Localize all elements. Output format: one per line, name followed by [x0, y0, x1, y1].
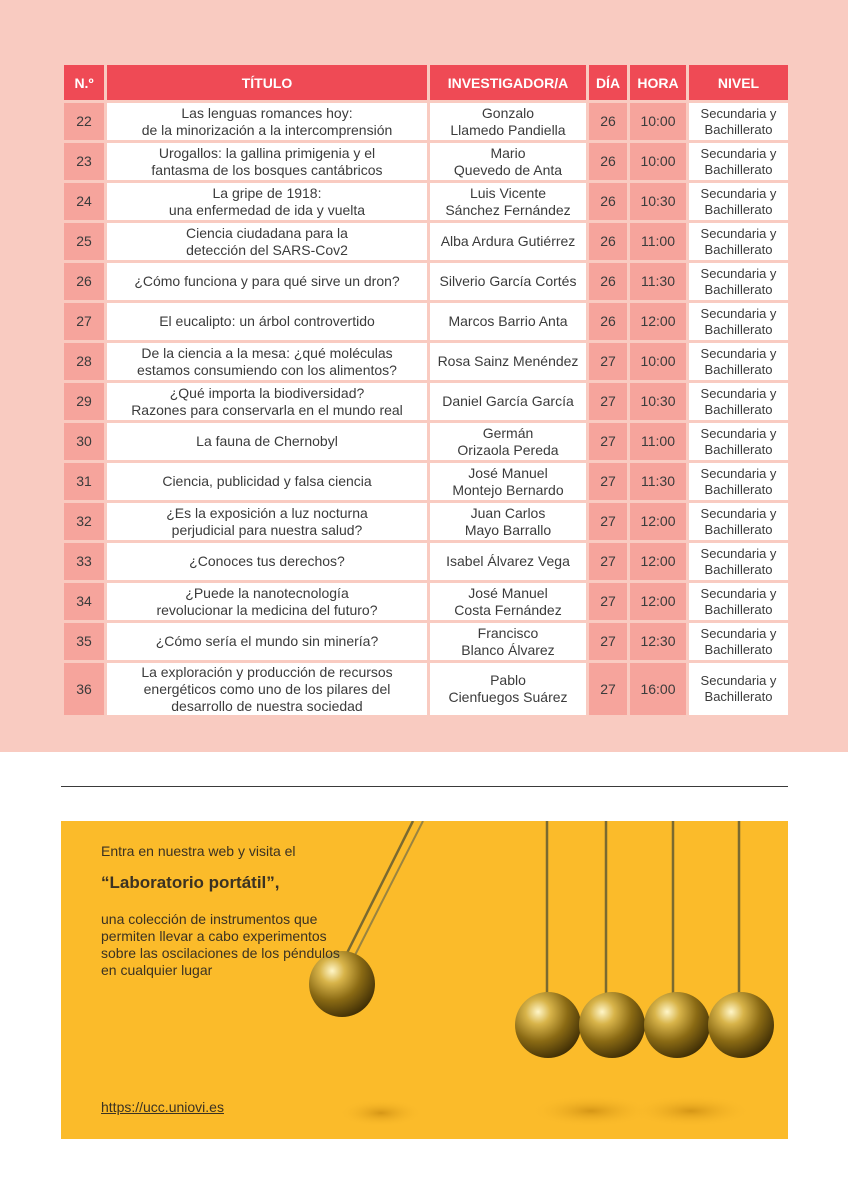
cell-titulo: El eucalipto: un árbol controvertido: [107, 303, 427, 340]
cell-nivel: Secundaria y Bachillerato: [689, 303, 788, 340]
header-num: N.º: [64, 65, 104, 100]
cell-nivel: Secundaria y Bachillerato: [689, 143, 788, 180]
promo-description: una colección de instrumentos que permiten llevar a cabo experimentos sobre las oscilaciones de los péndulos en cualquier lugar: [101, 911, 340, 978]
cell-nivel: Secundaria y Bachillerato: [689, 263, 788, 300]
cell-investigador: Silverio García Cortés: [430, 263, 586, 300]
table-row: [64, 623, 788, 660]
cell-num: 36: [64, 663, 104, 715]
cell-num: 24: [64, 183, 104, 220]
cell-num: 27: [64, 303, 104, 340]
cell-titulo: La fauna de Chernobyl: [107, 423, 427, 460]
header-titulo: TÍTULO: [107, 65, 427, 100]
pendulum-ball: [644, 992, 710, 1058]
table-header-row: [64, 65, 788, 100]
cell-hora: 11:00: [630, 223, 686, 260]
cell-titulo: ¿Qué importa la biodiversidad? Razones para conservarla en el mundo real: [107, 383, 427, 420]
cell-hora: 11:00: [630, 423, 686, 460]
cell-investigador: Rosa Sainz Menéndez: [430, 343, 586, 380]
cell-dia: 27: [589, 623, 627, 660]
cell-titulo: Ciencia, publicidad y falsa ciencia: [107, 463, 427, 500]
cell-num: 28: [64, 343, 104, 380]
cell-num: 35: [64, 623, 104, 660]
divider-rule: [61, 786, 788, 787]
cell-nivel: Secundaria y Bachillerato: [689, 223, 788, 260]
cell-dia: 27: [589, 583, 627, 620]
header-nivel: NIVEL: [689, 65, 788, 100]
table-row: [64, 263, 788, 300]
cell-dia: 27: [589, 663, 627, 715]
header-hora: HORA: [630, 65, 686, 100]
cell-investigador: José Manuel Montejo Bernardo: [430, 463, 586, 500]
cell-nivel: Secundaria y Bachillerato: [689, 183, 788, 220]
cell-nivel: Secundaria y Bachillerato: [689, 463, 788, 500]
cell-investigador: Germán Orizaola Pereda: [430, 423, 586, 460]
cell-dia: 26: [589, 183, 627, 220]
cell-num: 23: [64, 143, 104, 180]
header-dia: DÍA: [589, 65, 627, 100]
cell-titulo: ¿Cómo funciona y para qué sirve un dron?: [107, 263, 427, 300]
cell-titulo: Las lenguas romances hoy: de la minorización a la intercomprensión: [107, 103, 427, 140]
cell-investigador: Francisco Blanco Álvarez: [430, 623, 586, 660]
schedule-table: [61, 62, 791, 718]
cell-nivel: Secundaria y Bachillerato: [689, 343, 788, 380]
cell-hora: 10:00: [630, 103, 686, 140]
pendulum-ball: [708, 992, 774, 1058]
cell-investigador: Gonzalo Llamedo Pandiella: [430, 103, 586, 140]
cell-investigador: José Manuel Costa Fernández: [430, 583, 586, 620]
cell-hora: 11:30: [630, 263, 686, 300]
table-row: [64, 103, 788, 140]
cell-hora: 12:30: [630, 623, 686, 660]
cell-investigador: Isabel Álvarez Vega: [430, 543, 586, 580]
cell-dia: 26: [589, 143, 627, 180]
cell-investigador: Daniel García García: [430, 383, 586, 420]
promo-box: [61, 821, 788, 1139]
table-row: [64, 503, 788, 540]
pendulum-ball: [515, 992, 581, 1058]
cell-titulo: Ciencia ciudadana para la detección del SARS-Cov2: [107, 223, 427, 260]
cell-hora: 16:00: [630, 663, 686, 715]
cell-dia: 26: [589, 303, 627, 340]
cell-hora: 12:00: [630, 303, 686, 340]
cell-dia: 27: [589, 503, 627, 540]
cell-titulo: ¿Es la exposición a luz nocturna perjudicial para nuestra salud?: [107, 503, 427, 540]
promo-intro: Entra en nuestra web y visita el: [101, 843, 296, 859]
table-row: [64, 583, 788, 620]
cell-investigador: Marcos Barrio Anta: [430, 303, 586, 340]
pendulum-ball: [579, 992, 645, 1058]
cell-num: 29: [64, 383, 104, 420]
cell-dia: 26: [589, 263, 627, 300]
pendulum-string: [351, 821, 423, 963]
cell-nivel: Secundaria y Bachillerato: [689, 663, 788, 715]
cell-hora: 12:00: [630, 583, 686, 620]
cell-num: 33: [64, 543, 104, 580]
ball-shadow: [339, 1099, 423, 1127]
cell-dia: 27: [589, 543, 627, 580]
cell-dia: 26: [589, 103, 627, 140]
cell-dia: 27: [589, 343, 627, 380]
cell-nivel: Secundaria y Bachillerato: [689, 423, 788, 460]
cell-dia: 26: [589, 223, 627, 260]
cell-num: 30: [64, 423, 104, 460]
table-row: [64, 183, 788, 220]
newtons-cradle-illustration: [61, 821, 788, 1139]
promo-highlight: “Laboratorio portátil”,: [101, 873, 280, 892]
pendulum-string: [343, 821, 413, 961]
cell-nivel: Secundaria y Bachillerato: [689, 543, 788, 580]
cell-titulo: ¿Conoces tus derechos?: [107, 543, 427, 580]
cell-investigador: Alba Ardura Gutiérrez: [430, 223, 586, 260]
cell-num: 25: [64, 223, 104, 260]
cell-hora: 10:00: [630, 143, 686, 180]
table-row: [64, 143, 788, 180]
table-row: [64, 303, 788, 340]
cell-num: 31: [64, 463, 104, 500]
cell-hora: 10:00: [630, 343, 686, 380]
cell-investigador: Luis Vicente Sánchez Fernández: [430, 183, 586, 220]
cell-investigador: Pablo Cienfuegos Suárez: [430, 663, 586, 715]
cell-nivel: Secundaria y Bachillerato: [689, 103, 788, 140]
cell-titulo: ¿Puede la nanotecnología revolucionar la medicina del futuro?: [107, 583, 427, 620]
ball-shadow: [631, 1095, 751, 1127]
cell-titulo: De la ciencia a la mesa: ¿qué moléculas estamos consumiendo con los alimentos?: [107, 343, 427, 380]
cell-num: 32: [64, 503, 104, 540]
header-investigador: INVESTIGADOR/A: [430, 65, 586, 100]
table-row: [64, 223, 788, 260]
cell-hora: 12:00: [630, 503, 686, 540]
cell-num: 26: [64, 263, 104, 300]
table-row: [64, 343, 788, 380]
promo-link[interactable]: https://ucc.uniovi.es: [101, 1099, 224, 1115]
cell-dia: 27: [589, 463, 627, 500]
cell-nivel: Secundaria y Bachillerato: [689, 383, 788, 420]
cell-investigador: Juan Carlos Mayo Barrallo: [430, 503, 586, 540]
cell-titulo: La exploración y producción de recursos energéticos como uno de los pilares del desarrollo de nuestra sociedad: [107, 663, 427, 715]
table-row: [64, 383, 788, 420]
table-row: [64, 463, 788, 500]
cell-nivel: Secundaria y Bachillerato: [689, 503, 788, 540]
cell-nivel: Secundaria y Bachillerato: [689, 623, 788, 660]
cell-investigador: Mario Quevedo de Anta: [430, 143, 586, 180]
cell-titulo: ¿Cómo sería el mundo sin minería?: [107, 623, 427, 660]
cell-hora: 10:30: [630, 383, 686, 420]
cell-titulo: La gripe de 1918: una enfermedad de ida y vuelta: [107, 183, 427, 220]
cell-num: 34: [64, 583, 104, 620]
table-row: [64, 543, 788, 580]
cell-hora: 12:00: [630, 543, 686, 580]
cell-hora: 11:30: [630, 463, 686, 500]
cell-dia: 27: [589, 423, 627, 460]
cell-num: 22: [64, 103, 104, 140]
cell-dia: 27: [589, 383, 627, 420]
cell-hora: 10:30: [630, 183, 686, 220]
cell-titulo: Urogallos: la gallina primigenia y el fantasma de los bosques cantábricos: [107, 143, 427, 180]
table-row: [64, 423, 788, 460]
table-row: [64, 663, 788, 715]
cell-nivel: Secundaria y Bachillerato: [689, 583, 788, 620]
